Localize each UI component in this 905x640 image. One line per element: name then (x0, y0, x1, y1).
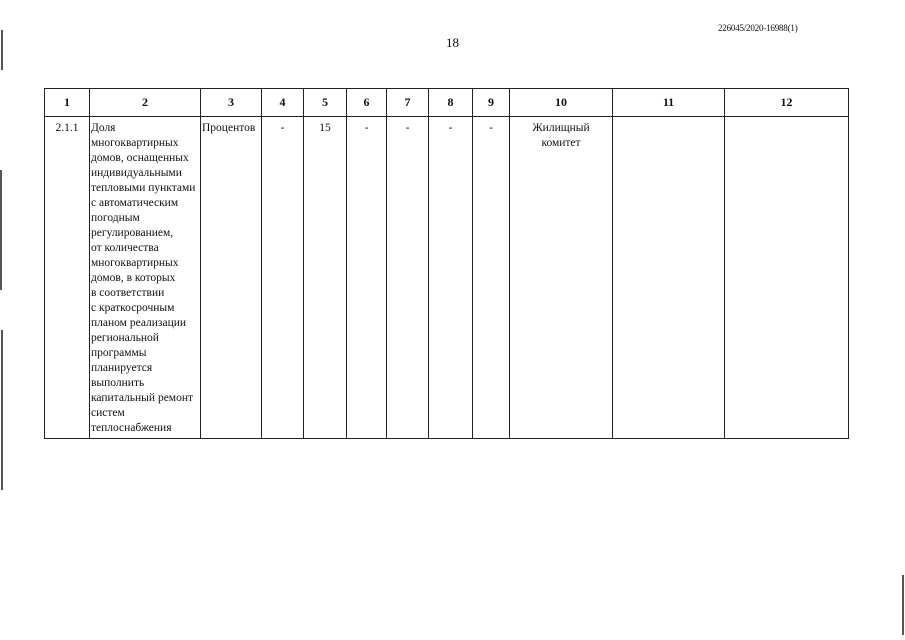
row-col4-value: - (280, 122, 285, 134)
row-col12-value (725, 117, 848, 121)
data-table (44, 88, 849, 439)
cell-col12 (725, 117, 849, 439)
cell-col5 (304, 117, 347, 439)
column-header-6: 6 (347, 89, 387, 117)
cell-col11 (613, 117, 725, 439)
description-line: планом реализации (91, 317, 187, 329)
description-line: в соответствии (91, 287, 165, 299)
description-line: многоквартирных (91, 257, 179, 269)
cell-col6 (347, 117, 387, 439)
cell-col8 (429, 117, 473, 439)
description-line: капитальный ремонт (91, 392, 194, 404)
table-row (45, 117, 849, 439)
row-col10-value (510, 117, 612, 151)
row-col11-value (613, 117, 724, 121)
scan-mark-right-edge (902, 575, 904, 635)
cell-description (90, 117, 201, 439)
table-header-row (45, 89, 849, 117)
cell-code (45, 117, 90, 439)
row-col8-value: - (448, 122, 453, 134)
column-header-9: 9 (473, 89, 510, 117)
column-header-7: 7 (387, 89, 429, 117)
column-header-5: 5 (304, 89, 347, 117)
cell-col4 (262, 117, 304, 439)
column-header-2: 2 (90, 89, 201, 117)
row-col5-value: 15 (319, 122, 331, 134)
description-line: индивидуальными (91, 167, 182, 179)
row-code: 2.1.1 (55, 122, 79, 134)
scan-mark-left-edge (0, 170, 2, 290)
column-header-4: 4 (262, 89, 304, 117)
column-header-11: 11 (613, 89, 725, 117)
cell-col9 (473, 117, 510, 439)
column-header-3: 3 (201, 89, 262, 117)
column-header-10: 10 (510, 89, 613, 117)
column-header-8: 8 (429, 89, 473, 117)
row-col6-value: - (364, 122, 369, 134)
description-line: планируется (91, 362, 153, 374)
responsible-line: комитет (541, 137, 581, 149)
description-line: теплоснабжения (91, 422, 172, 434)
cell-col7 (387, 117, 429, 439)
column-header-12: 12 (725, 89, 849, 117)
column-header-1: 1 (45, 89, 90, 117)
cell-unit (201, 117, 262, 439)
description-line: региональной (91, 332, 159, 344)
description-line: домов, оснащенных (91, 152, 189, 164)
description-line: Доля (91, 122, 116, 134)
row-col7-value: - (405, 122, 410, 134)
description-line: тепловыми пунктами (91, 182, 196, 194)
description-line: систем (91, 407, 125, 419)
description-line: регулированием, (91, 227, 174, 239)
responsible-line: Жилищный (532, 122, 590, 134)
scan-mark-left-edge (1, 330, 3, 490)
row-unit: Процентов (202, 122, 256, 134)
description-line: с автоматическим (91, 197, 179, 209)
document-id: 226045/2020-16988(1) (718, 23, 798, 33)
description-line: погодным (91, 212, 140, 224)
description-line: выполнить (91, 377, 145, 389)
row-col9-value: - (489, 122, 493, 134)
description-line: с краткосрочным (91, 302, 175, 314)
description-line: от количества (91, 242, 159, 254)
cell-col10 (510, 117, 613, 439)
description-line: многоквартирных (91, 137, 179, 149)
scan-mark-left-edge (1, 30, 3, 70)
page-number: 18 (446, 35, 459, 50)
description-line: программы (91, 347, 147, 359)
row-description (90, 117, 200, 436)
description-line: домов, в которых (91, 272, 176, 284)
